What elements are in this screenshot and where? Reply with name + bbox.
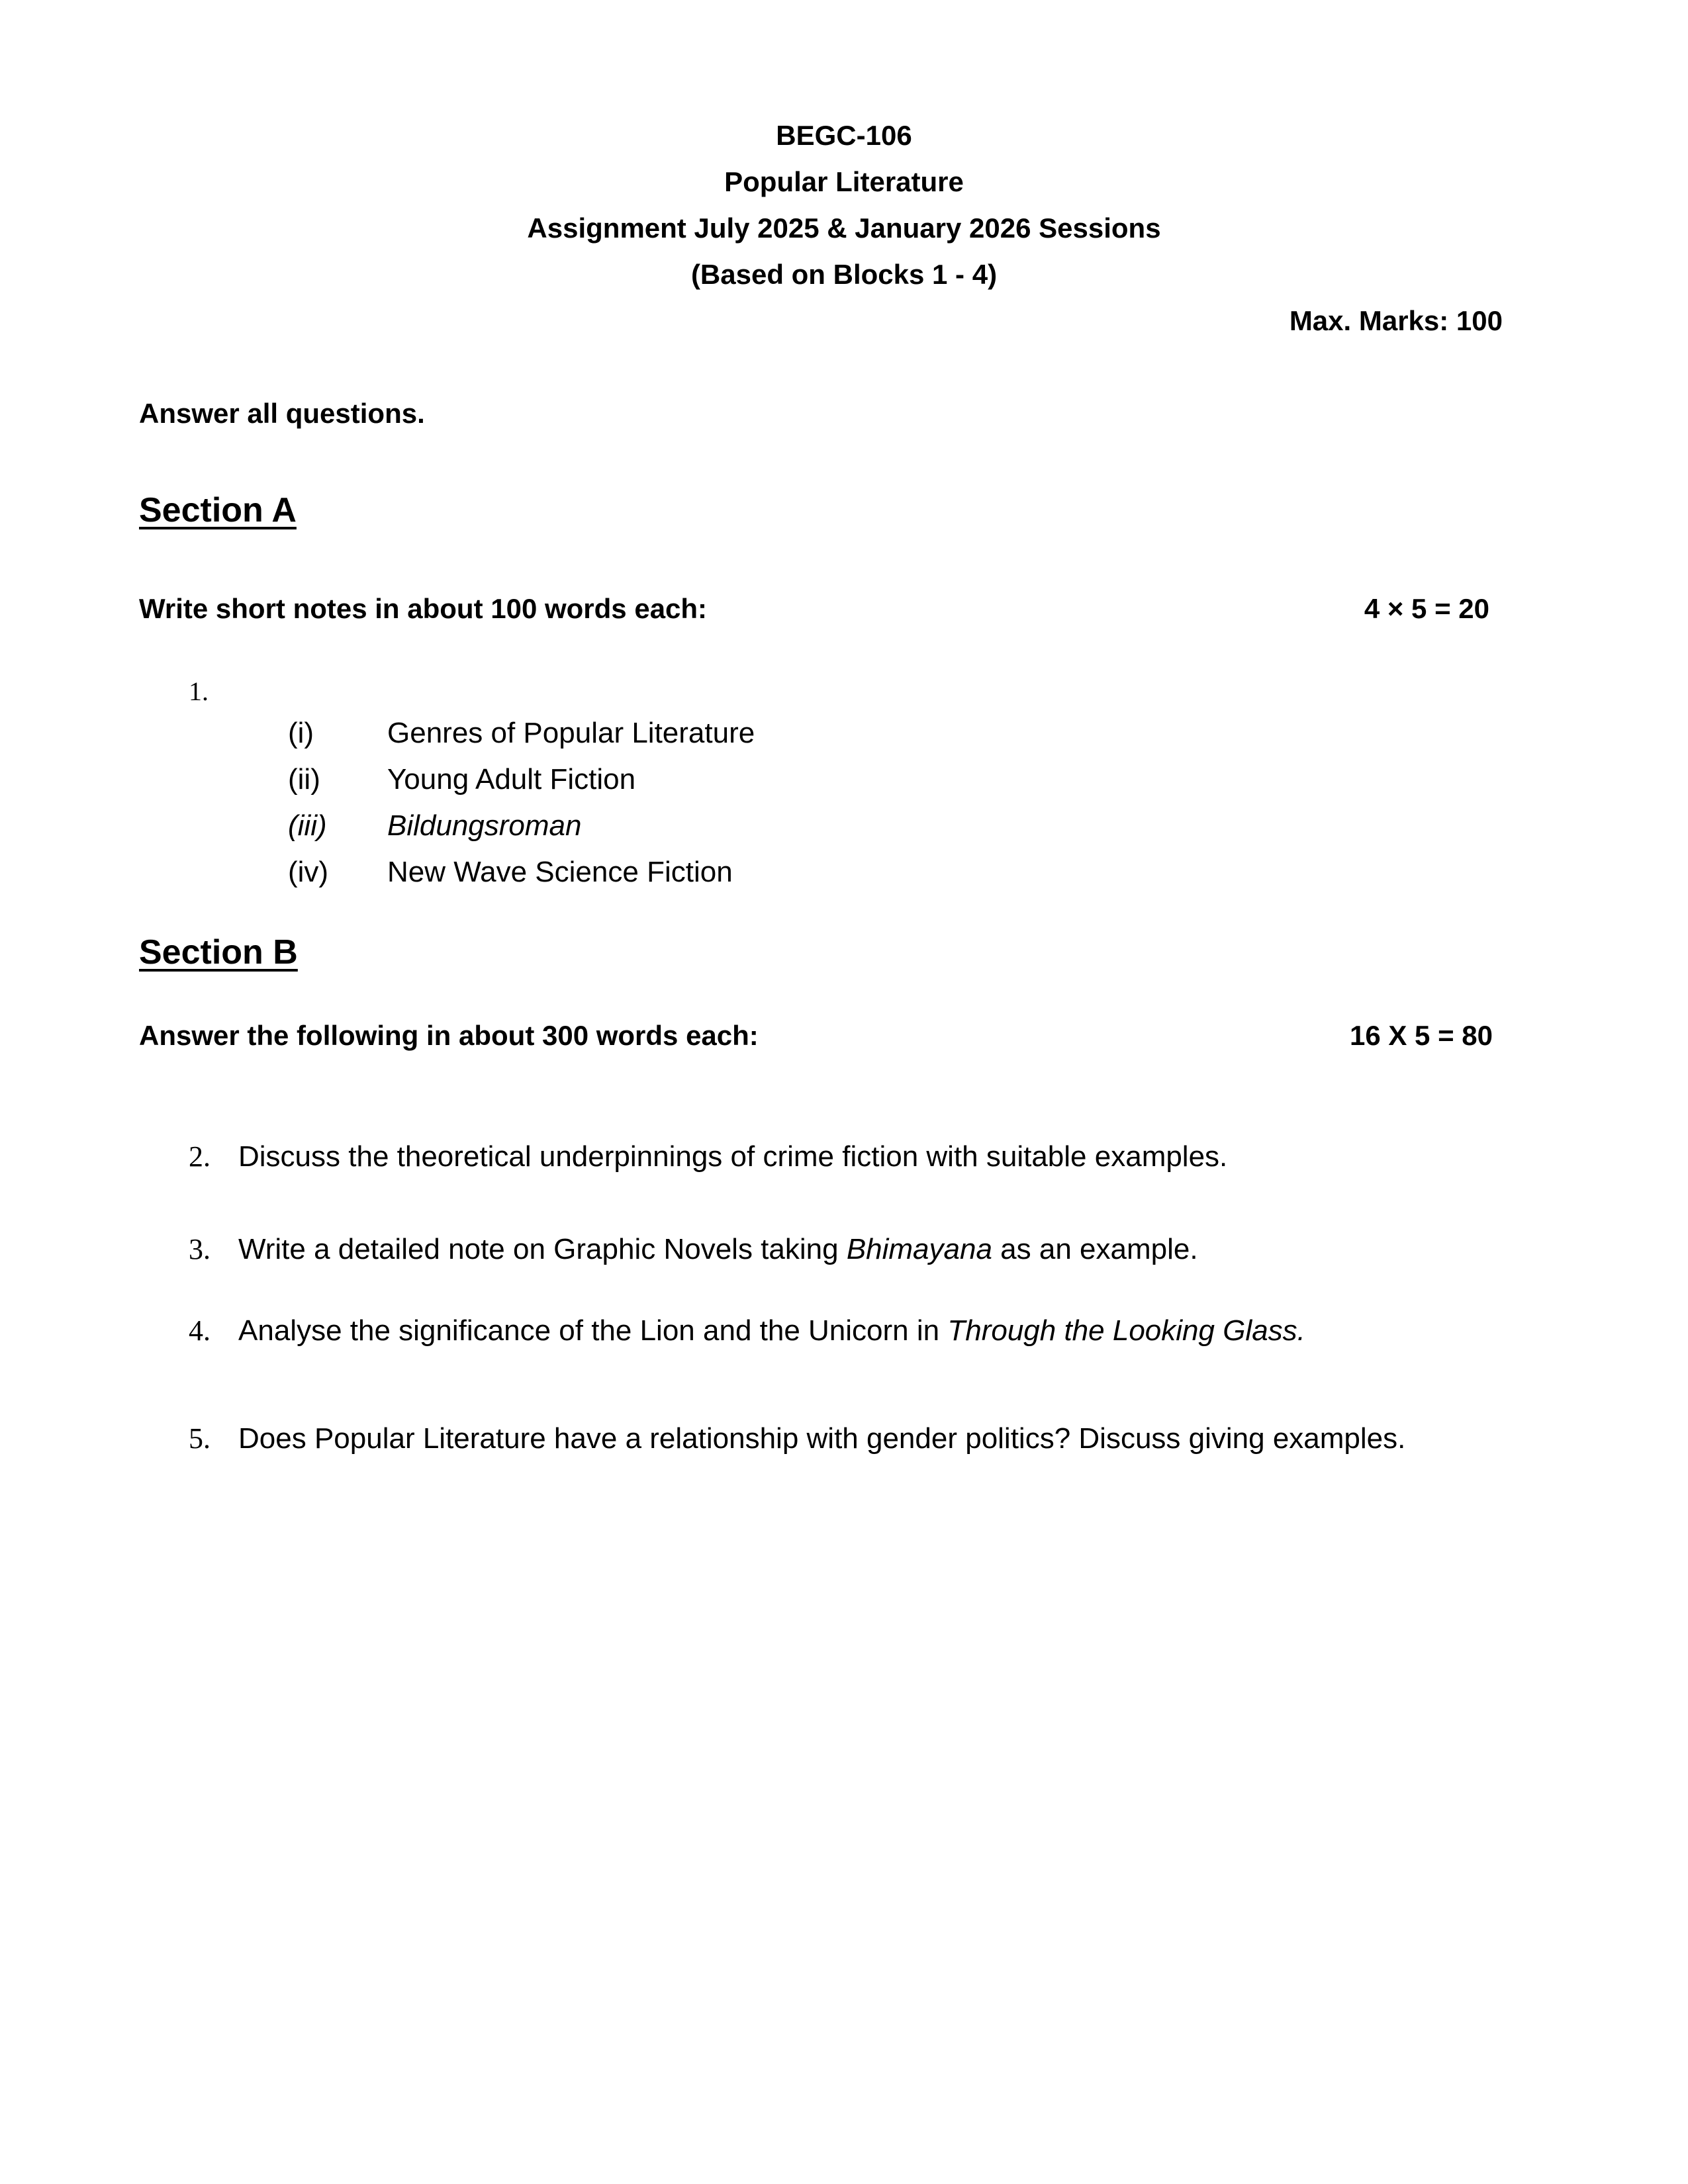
sub-item-number: (iii) [288,809,327,842]
sub-item-number: (iv) [288,856,329,888]
instructions: Answer all questions. [139,398,425,429]
section-b-title: Section B [139,933,298,972]
section-a-prompt: Write short notes in about 100 words each: [139,593,708,624]
blocks-basis: (Based on Blocks 1 - 4) [690,259,998,290]
question-text: Discuss the theoretical underpinnings of crime fiction with suitable examples. [238,1140,1228,1173]
sub-item-text: Bildungsroman [387,809,582,842]
sub-item-text: New Wave Science Fiction [387,856,733,888]
section-b-marks: 16 X 5 = 80 [1349,1020,1493,1051]
question-text: Write a detailed note on Graphic Novels taking Bhimayana as an example. [238,1233,1198,1265]
question-number: 5. [189,1422,211,1455]
question-1-number: 1. [189,676,209,706]
course-code: BEGC-106 [776,120,912,151]
question-number: 3. [189,1233,211,1265]
section-a-title: Section A [139,491,297,529]
question-text: Does Popular Literature have a relationship with gender politics? Discuss giving examples. [238,1422,1406,1455]
sub-item-text: Young Adult Fiction [387,763,636,796]
max-marks: Max. Marks: 100 [1289,305,1503,336]
italic-title: Bhimayana [846,1233,992,1265]
question-text: Analyse the significance of the Lion and the Unicorn in Through the Looking Glass. [238,1314,1305,1347]
section-a-marks: 4 × 5 = 20 [1364,593,1489,624]
sub-item-number: (ii) [288,763,320,796]
section-b-prompt: Answer the following in about 300 words each: [139,1020,759,1051]
assignment-title: Assignment July 2025 & January 2026 Sessions [527,212,1161,244]
italic-title: Through the Looking Glass. [947,1314,1305,1347]
sub-item-text: Genres of Popular Literature [387,717,755,749]
course-title: Popular Literature [724,166,964,197]
sub-item-number: (i) [288,717,314,749]
question-number: 4. [189,1314,211,1347]
question-number: 2. [189,1140,211,1173]
